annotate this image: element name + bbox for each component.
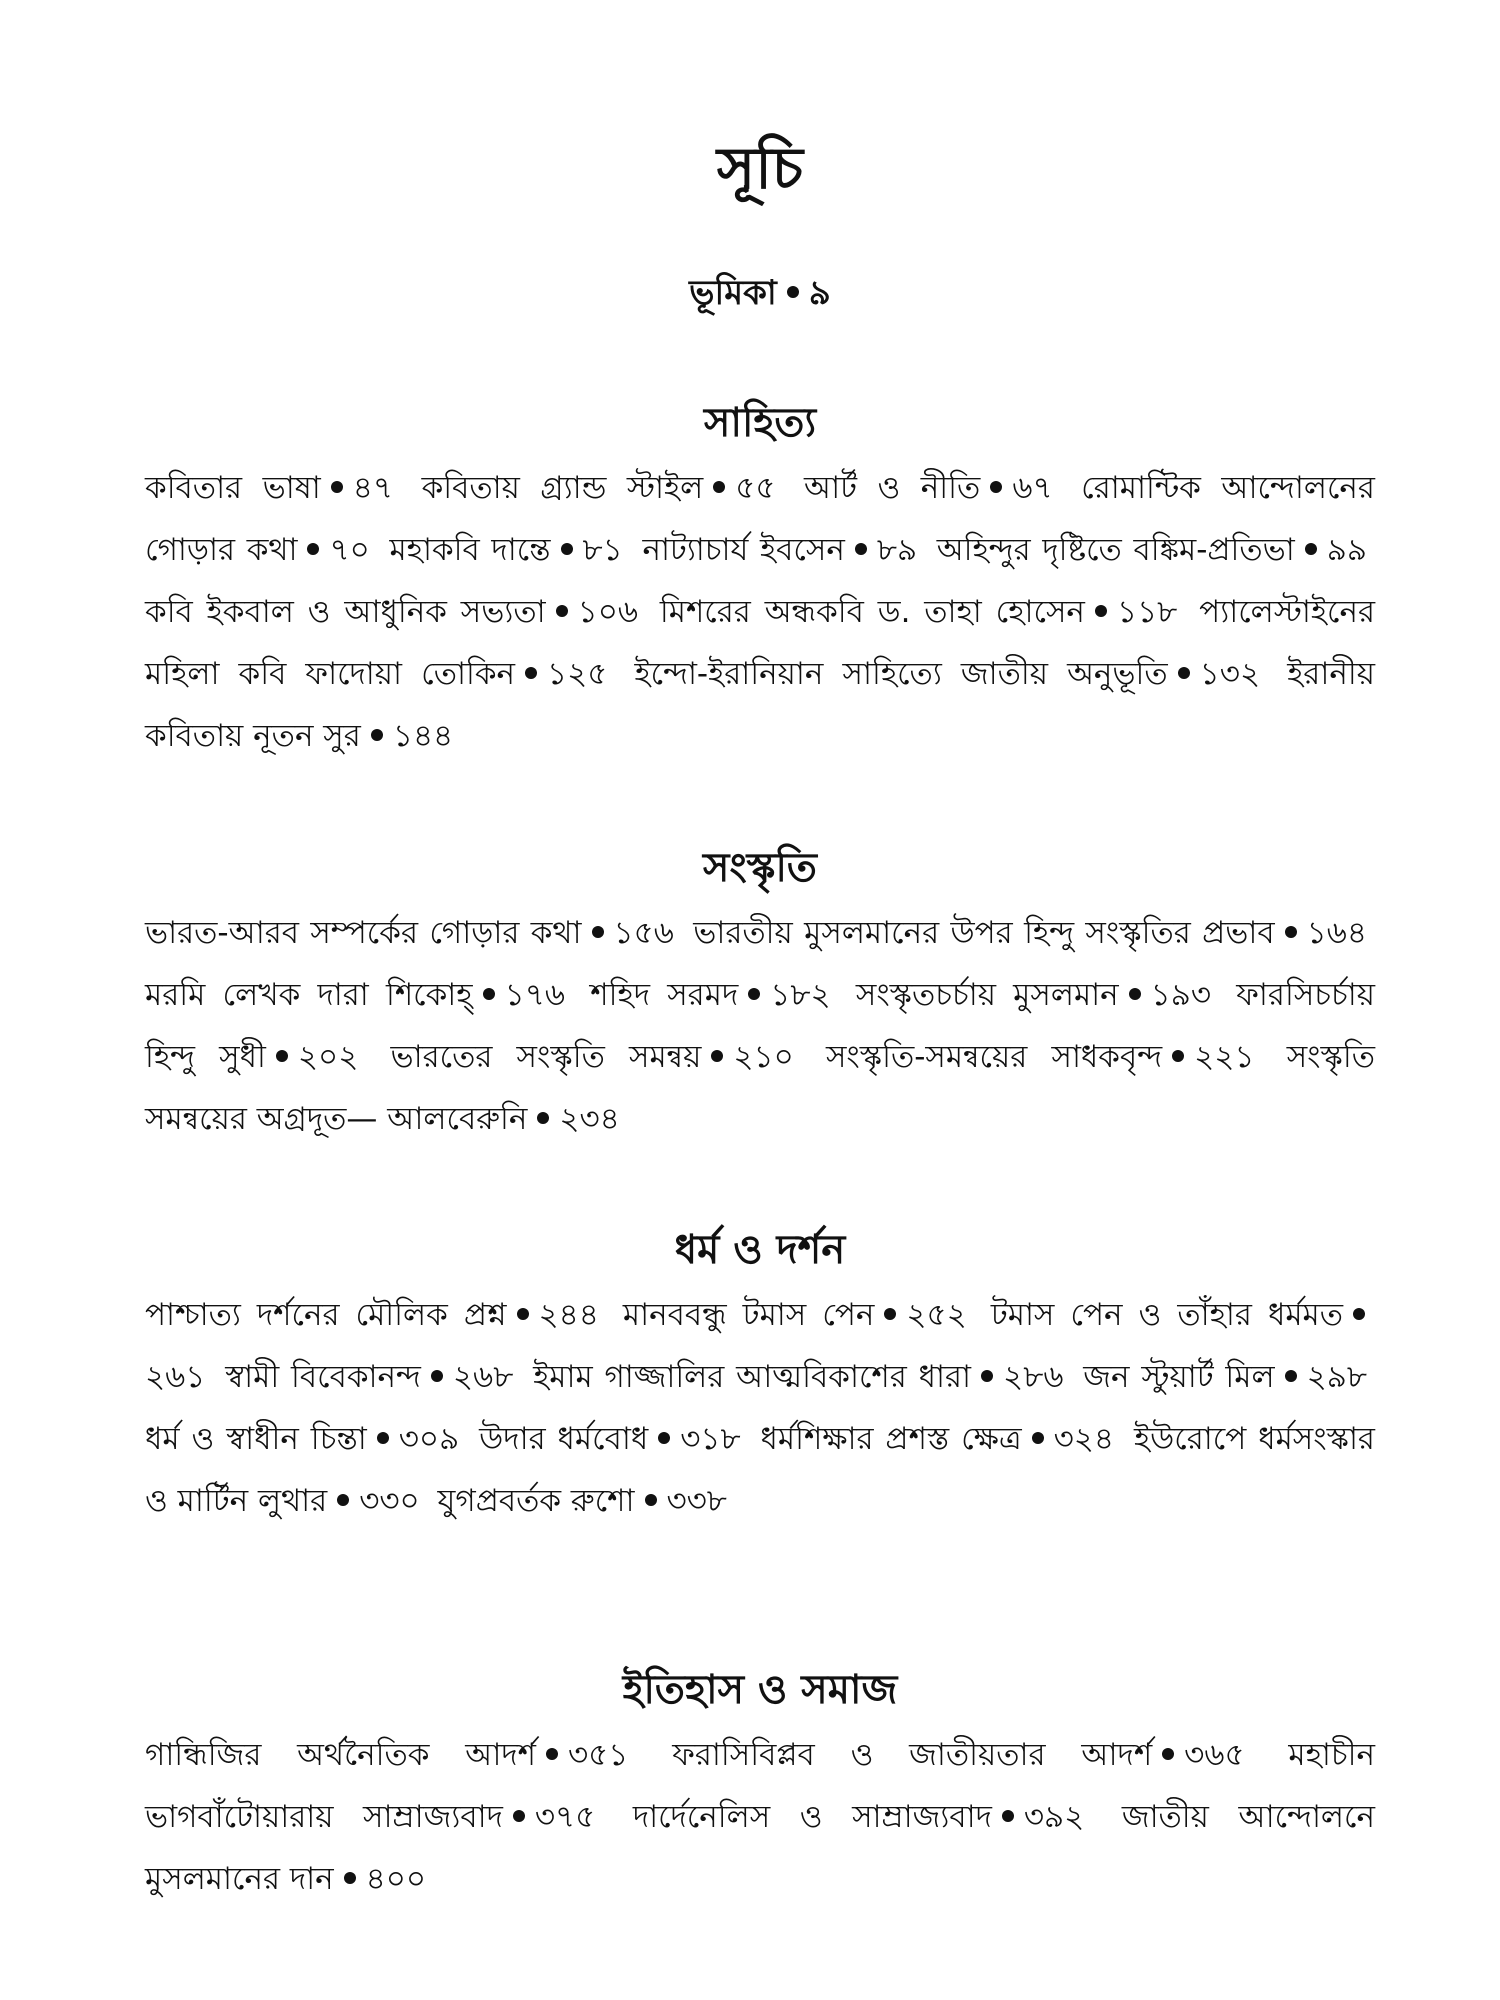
entry-title: যুগপ্রবর্তক রুশো xyxy=(437,1483,635,1519)
toc-entry[interactable] xyxy=(145,470,401,506)
entry-title: ইউরোপে ধর্মসংস্কার ও মার্টিন লুথার xyxy=(145,1421,1375,1519)
toc-entry[interactable] xyxy=(804,470,1061,506)
bullet-separator xyxy=(1162,1748,1174,1760)
entry-page: ৩৭৫ xyxy=(534,1799,596,1835)
entry-page: ৪৭ xyxy=(352,470,394,506)
bullet-separator xyxy=(592,926,604,938)
bullet-separator xyxy=(1305,543,1317,555)
toc-entry[interactable] xyxy=(623,1297,975,1333)
entry-page: ৭০ xyxy=(329,532,370,568)
preface-label: ভূমিকা xyxy=(689,273,777,313)
entry-title: টমাস পেন ও তাঁহার ধর্মমত xyxy=(990,1297,1344,1333)
toc-entry[interactable] xyxy=(826,1039,1263,1075)
entry-page: ১০৬ xyxy=(577,594,639,630)
preface-page: ৯ xyxy=(808,273,831,313)
entry-page: ১৩২ xyxy=(1199,656,1261,692)
entry-page: ৮৯ xyxy=(876,532,918,568)
entry-page: ৩৫১ xyxy=(568,1737,629,1773)
entry-title: শহিদ সরমদ xyxy=(590,977,739,1013)
entry-page: ২৫২ xyxy=(906,1297,967,1333)
entry-page: ১৮২ xyxy=(770,977,831,1013)
bullet-separator xyxy=(981,1370,993,1382)
entry-page: ২৯৮ xyxy=(1306,1359,1367,1395)
entry-page: ১২৫ xyxy=(547,656,608,692)
bullet-separator xyxy=(276,1050,288,1062)
bullet-separator xyxy=(658,1432,670,1444)
bullet-separator xyxy=(344,1872,356,1884)
bullet-separator xyxy=(307,543,319,555)
section-heading: ধর্ম ও দর্শন xyxy=(674,1227,846,1273)
entry-title: সংস্কৃতি-সমন্বয়ের সাধকবৃন্দ xyxy=(825,1039,1163,1075)
bullet-separator xyxy=(1172,1050,1184,1062)
bullet-separator xyxy=(711,1050,723,1062)
entry-page: ২২১ xyxy=(1194,1039,1255,1075)
entry-title: গান্ধিজির অর্থনৈতিক আদর্শ xyxy=(145,1737,537,1773)
toc-entry[interactable] xyxy=(479,1421,748,1457)
toc-entry[interactable] xyxy=(590,977,838,1013)
bullet-separator xyxy=(787,286,799,298)
entry-title: রোমান্টিক আন্দোলনের গোড়ার কথা xyxy=(145,470,1375,568)
section-entries xyxy=(145,1724,1375,1910)
toc-entry[interactable] xyxy=(145,1297,607,1333)
entry-page: ৫৫ xyxy=(735,470,776,506)
toc-entry[interactable] xyxy=(438,1483,735,1519)
toc-entry[interactable] xyxy=(634,656,1268,692)
entry-title: নাট্যাচার্য ইবসেন xyxy=(642,532,845,568)
section-entries xyxy=(145,1284,1375,1532)
section-religion-philosophy xyxy=(145,1222,1375,1532)
section-entries xyxy=(145,902,1375,1150)
bullet-separator xyxy=(645,1494,657,1506)
section-heading: সংস্কৃতি xyxy=(703,845,817,891)
bullet-separator xyxy=(525,667,537,679)
entry-page: ২৮৬ xyxy=(1003,1359,1064,1395)
entry-title: পাশ্চাত্য দর্শনের মৌলিক প্রশ্ন xyxy=(145,1297,507,1333)
entry-page: ৪০০ xyxy=(365,1861,427,1897)
toc-entry[interactable] xyxy=(225,1359,521,1395)
toc-entry[interactable] xyxy=(389,532,630,568)
entry-title: ধর্মশিক্ষার প্রশস্ত ক্ষেত্র xyxy=(760,1421,1022,1457)
bullet-separator xyxy=(1002,1810,1014,1822)
toc-entry[interactable] xyxy=(856,977,1219,1013)
entry-page: ৩৬৫ xyxy=(1184,1737,1245,1773)
toc-entry[interactable] xyxy=(391,1039,802,1075)
toc-entry[interactable] xyxy=(145,1737,636,1773)
entry-page: ৩৩৮ xyxy=(666,1483,727,1519)
entry-page: ২০২ xyxy=(297,1039,359,1075)
entry-title: মহাকবি দান্তে xyxy=(389,532,551,568)
toc-entry[interactable] xyxy=(642,532,925,568)
entry-page: ২৬৮ xyxy=(452,1359,514,1395)
entry-page: ৮১ xyxy=(582,532,623,568)
section-heading: ইতিহাস ও সমাজ xyxy=(622,1667,898,1713)
entry-page: ১৯৩ xyxy=(1150,977,1212,1013)
page-title: সূচি xyxy=(716,134,804,202)
entry-title: কবিতায় গ্র্যান্ড স্টাইল xyxy=(421,470,704,506)
section-heading: সাহিত্য xyxy=(703,400,817,446)
entry-page: ১৬৪ xyxy=(1306,915,1367,951)
entry-title: ইন্দো-ইরানিয়ান সাহিত্যে জাতীয় অনুভূতি xyxy=(634,656,1168,692)
entry-title: অহিন্দুর দৃষ্টিতে বঙ্কিম-প্রতিভা xyxy=(936,532,1295,568)
toc-entry[interactable] xyxy=(937,532,1375,568)
entry-title: প্যালেস্টাইনের মহিলা কবি ফাদোয়া তোকিন xyxy=(145,594,1376,692)
bullet-separator xyxy=(1032,1432,1044,1444)
entry-title: ইরানীয় কবিতায় নূতন সুর xyxy=(145,656,1375,754)
entry-title: ফরাসিবিপ্লব ও জাতীয়তার আদর্শ xyxy=(672,1737,1153,1773)
section-culture xyxy=(145,840,1375,1150)
bullet-separator xyxy=(377,1432,389,1444)
entry-page: ১৪৪ xyxy=(392,718,454,754)
entry-title: ফারসিচর্চায় হিন্দু সুধী xyxy=(145,977,1376,1075)
bullet-separator xyxy=(431,1370,443,1382)
entry-title: মানববন্ধু টমাস পেন xyxy=(622,1297,875,1333)
preface-entry[interactable] xyxy=(145,268,1375,318)
entry-title: জন স্টুয়ার্ট মিল xyxy=(1083,1359,1275,1395)
bullet-separator xyxy=(483,988,495,1000)
bullet-separator xyxy=(546,1748,558,1760)
entry-page: ৩৯২ xyxy=(1023,1799,1085,1835)
entry-title: জাতীয় আন্দোলনে মুসলমানের দান xyxy=(145,1799,1375,1897)
bullet-separator xyxy=(1353,1308,1365,1320)
toc-entry[interactable] xyxy=(422,470,784,506)
entry-title: স্বামী বিবেকানন্দ xyxy=(225,1359,421,1395)
bullet-separator xyxy=(1285,1370,1297,1382)
entry-title: আর্ট ও নীতি xyxy=(803,470,981,506)
bullet-separator xyxy=(561,543,573,555)
entry-title: মহাচীন ভাগবাঁটোয়ারায় সাম্রাজ্যবাদ xyxy=(145,1737,1375,1835)
bullet-separator xyxy=(337,1494,349,1506)
entry-page: ২১০ xyxy=(733,1039,794,1075)
bullet-separator xyxy=(855,543,867,555)
bullet-separator xyxy=(513,1810,525,1822)
bullet-separator xyxy=(713,481,725,493)
entry-page: ৩২৪ xyxy=(1053,1421,1115,1457)
entry-title: উদার ধর্মবোধ xyxy=(479,1421,649,1457)
bullet-separator xyxy=(537,1112,549,1124)
entry-page: ২৬১ xyxy=(145,1359,206,1395)
entry-title: সংস্কৃতি সমন্বয়ের অগ্রদূত— আলবেরুনি xyxy=(145,1039,1375,1137)
toc-entry[interactable] xyxy=(1083,1359,1375,1395)
section-literature xyxy=(145,395,1375,767)
toc-entry[interactable] xyxy=(672,1737,1252,1773)
section-entries xyxy=(145,457,1375,767)
entry-page: ৯৯ xyxy=(1326,532,1367,568)
toc-entry[interactable] xyxy=(145,915,682,951)
contents-page xyxy=(145,0,1375,2000)
toc-entry[interactable] xyxy=(761,1421,1123,1457)
entry-title: ভারতের সংস্কৃতি সমন্বয় xyxy=(390,1039,702,1075)
toc-entry[interactable] xyxy=(145,1421,467,1457)
entry-title: মিশরের অন্ধকবি ড. তাহা হোসেন xyxy=(659,594,1085,630)
entry-title: সংস্কৃতচর্চায় মুসলমান xyxy=(855,977,1119,1013)
entry-page: ৩১৮ xyxy=(680,1421,741,1457)
bullet-separator xyxy=(1095,605,1107,617)
bullet-separator xyxy=(556,605,568,617)
bullet-separator xyxy=(748,988,760,1000)
entry-page: ৬৭ xyxy=(1012,470,1053,506)
toc-entry[interactable] xyxy=(633,1799,1093,1835)
entry-page: ১৫৬ xyxy=(613,915,674,951)
entry-page: ২৪৪ xyxy=(538,1297,599,1333)
entry-page: ২৩৪ xyxy=(559,1101,620,1137)
toc-entry[interactable] xyxy=(533,1359,1071,1395)
bullet-separator xyxy=(1178,667,1190,679)
toc-entry[interactable] xyxy=(145,594,646,630)
toc-entry[interactable] xyxy=(660,594,1185,630)
entry-title: মরমি লেখক দারা শিকোহ্ xyxy=(145,977,473,1013)
entry-title: ভারতীয় মুসলমানের উপর হিন্দু সংস্কৃতির প্রভাব xyxy=(693,915,1275,951)
bullet-separator xyxy=(990,481,1002,493)
entry-title: দার্দেনেলিস ও সাম্রাজ্যবাদ xyxy=(632,1799,992,1835)
entry-page: ১৭৬ xyxy=(504,977,566,1013)
toc-entry[interactable] xyxy=(693,915,1375,951)
entry-title: ভারত-আরব সম্পর্কের গোড়ার কথা xyxy=(145,915,582,951)
bullet-separator xyxy=(331,481,343,493)
entry-page: ৩০৯ xyxy=(398,1421,460,1457)
bullet-separator xyxy=(1129,988,1141,1000)
toc-entry[interactable] xyxy=(145,977,573,1013)
entry-title: কবি ইকবাল ও আধুনিক সভ্যতা xyxy=(145,594,546,630)
entry-title: ইমাম গাজ্জালির আত্মবিকাশের ধারা xyxy=(533,1359,972,1395)
bullet-separator xyxy=(371,729,383,741)
entry-title: কবিতার ভাষা xyxy=(145,470,321,506)
bullet-separator xyxy=(1285,926,1297,938)
bullet-separator xyxy=(517,1308,529,1320)
entry-page: ১১৮ xyxy=(1116,594,1178,630)
bullet-separator xyxy=(884,1308,896,1320)
entry-page: ৩৩০ xyxy=(359,1483,420,1519)
entry-title: ধর্ম ও স্বাধীন চিন্তা xyxy=(145,1421,367,1457)
section-history-society xyxy=(145,1662,1375,1910)
